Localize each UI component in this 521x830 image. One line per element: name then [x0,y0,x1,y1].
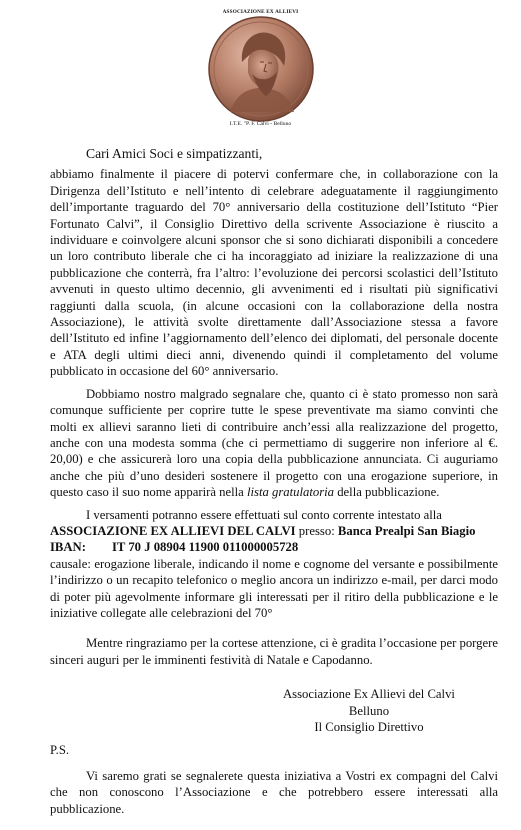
ps-body: Vi saremo grati se segnalerete questa iniziativa a Vostri ex compagni del Calvi che non conoscono l’Associazione e che potrebbero essere interessati alla pubblicazione. [50,769,498,816]
paragraph-2-end: della pubblicazione. [337,485,440,500]
signature-line-2: Belluno [348,703,390,718]
medal-caption: I.T.E. "P. F. Calvi - Belluno [229,121,292,127]
paragraph-2-italic: lista gratulatoria [246,485,335,500]
iban-row [50,539,498,555]
paragraph-2-main: Dobbiamo nostro malgrado segnalare che, quanto ci è stato promesso non sarà comunque sufficiente per coprire tutte le spese preventivate ma siamo convinti che molti ex allievi saranno lieti di contribuire anch’essi alla realizzazione del progetto, anche con una modesta somma (che ci permettiamo di suggerire non inferiore al €. 20,00) e che assicurerà loro una copia della pubblicazione annunciata. Ci auguriamo anche che più d’uno desideri sostenere il progetto con una erogazione superiore, in questo caso il suo nome apparirà nella [50,386,498,500]
presso-label: presso: [298,523,335,538]
medal-portrait-icon [208,16,314,122]
causale: causale: erogazione liberale, indicando il nome e cognome del versante e possibilmente l’indirizzo o un recapito telefonico o meglio ancora un indirizzo e-mail, per darci modo di poter più agevolmente informare gli interessati per il ritiro della pubblicazione e le iniziative collegate alle celebrazioni del 70° [50,556,498,620]
paragraph-2 [50,386,498,501]
paragraph-1 [50,166,498,379]
signature-block [283,686,455,736]
paragraph-1-text: abbiamo finalmente il piacere di potervi confermare che, in collaborazione con la Dirigenza dell’Istituto e nell’intento di celebrare adeguatamente il raggiungimento dell’importante traguardo del 70° anniversario della costituzione dell’Istituto “Pier Fortunato Calvi”, il Consiglio Direttivo della scrivente Associazione è riuscito a individuare e coinvolgere alcuni sponsor che si sono dichiarati disponibili a concedere un loro contributo liberale che ci ha incoraggiato ad iniziare la realizzazione di una pubblicazione che conterrà, fra l’altro: l’evoluzione dei percorsi scolastici dell’Istituto avvenuti in questo ultimo decennio, gli avvenimenti ed i risultati più significativi raggiunti dalla scuola, (in alcune occasioni con la collaborazione della nostra Associazione), le attività svolte direttamente dall’Associazione stessa a favore dell’Istituto ed infine l’aggiornamento dell’elenco dei diplomati, del personale docente e ATA degli ultimi dieci anni, divenendo quindi il completamento del volume pubblicato in occasione del 60° anniversario. [50,167,498,379]
signature-line-1: Associazione Ex Allievi del Calvi [283,687,455,701]
association-header: ASSOCIAZIONE EX ALLIEVI [222,9,299,15]
closing-paragraph: Mentre ringraziamo per la cortese attenzione, ci è gradita l’occasione per porgere sinceri auguri per le imminenti festività di Natale e Capodanno. [50,636,498,667]
payment-intro: I versamenti potranno essere effettuati sul conto corrente intestato alla [86,507,442,522]
ps-label: P.S. [50,743,70,757]
greeting: Cari Amici Soci e simpatizzanti, [86,146,263,161]
iban-value: IT 70 J 08904 11900 011000005728 [112,540,299,555]
signature-line-3: Il Consiglio Direttivo [314,720,424,735]
bank-name: Banca Prealpi San Biagio [337,523,476,538]
iban-label: IBAN: [50,540,86,555]
bank-line [50,523,498,539]
medal-logo [208,16,314,122]
account-holder: ASSOCIAZIONE EX ALLIEVI DEL CALVI [50,523,296,538]
letter-body [50,146,498,668]
